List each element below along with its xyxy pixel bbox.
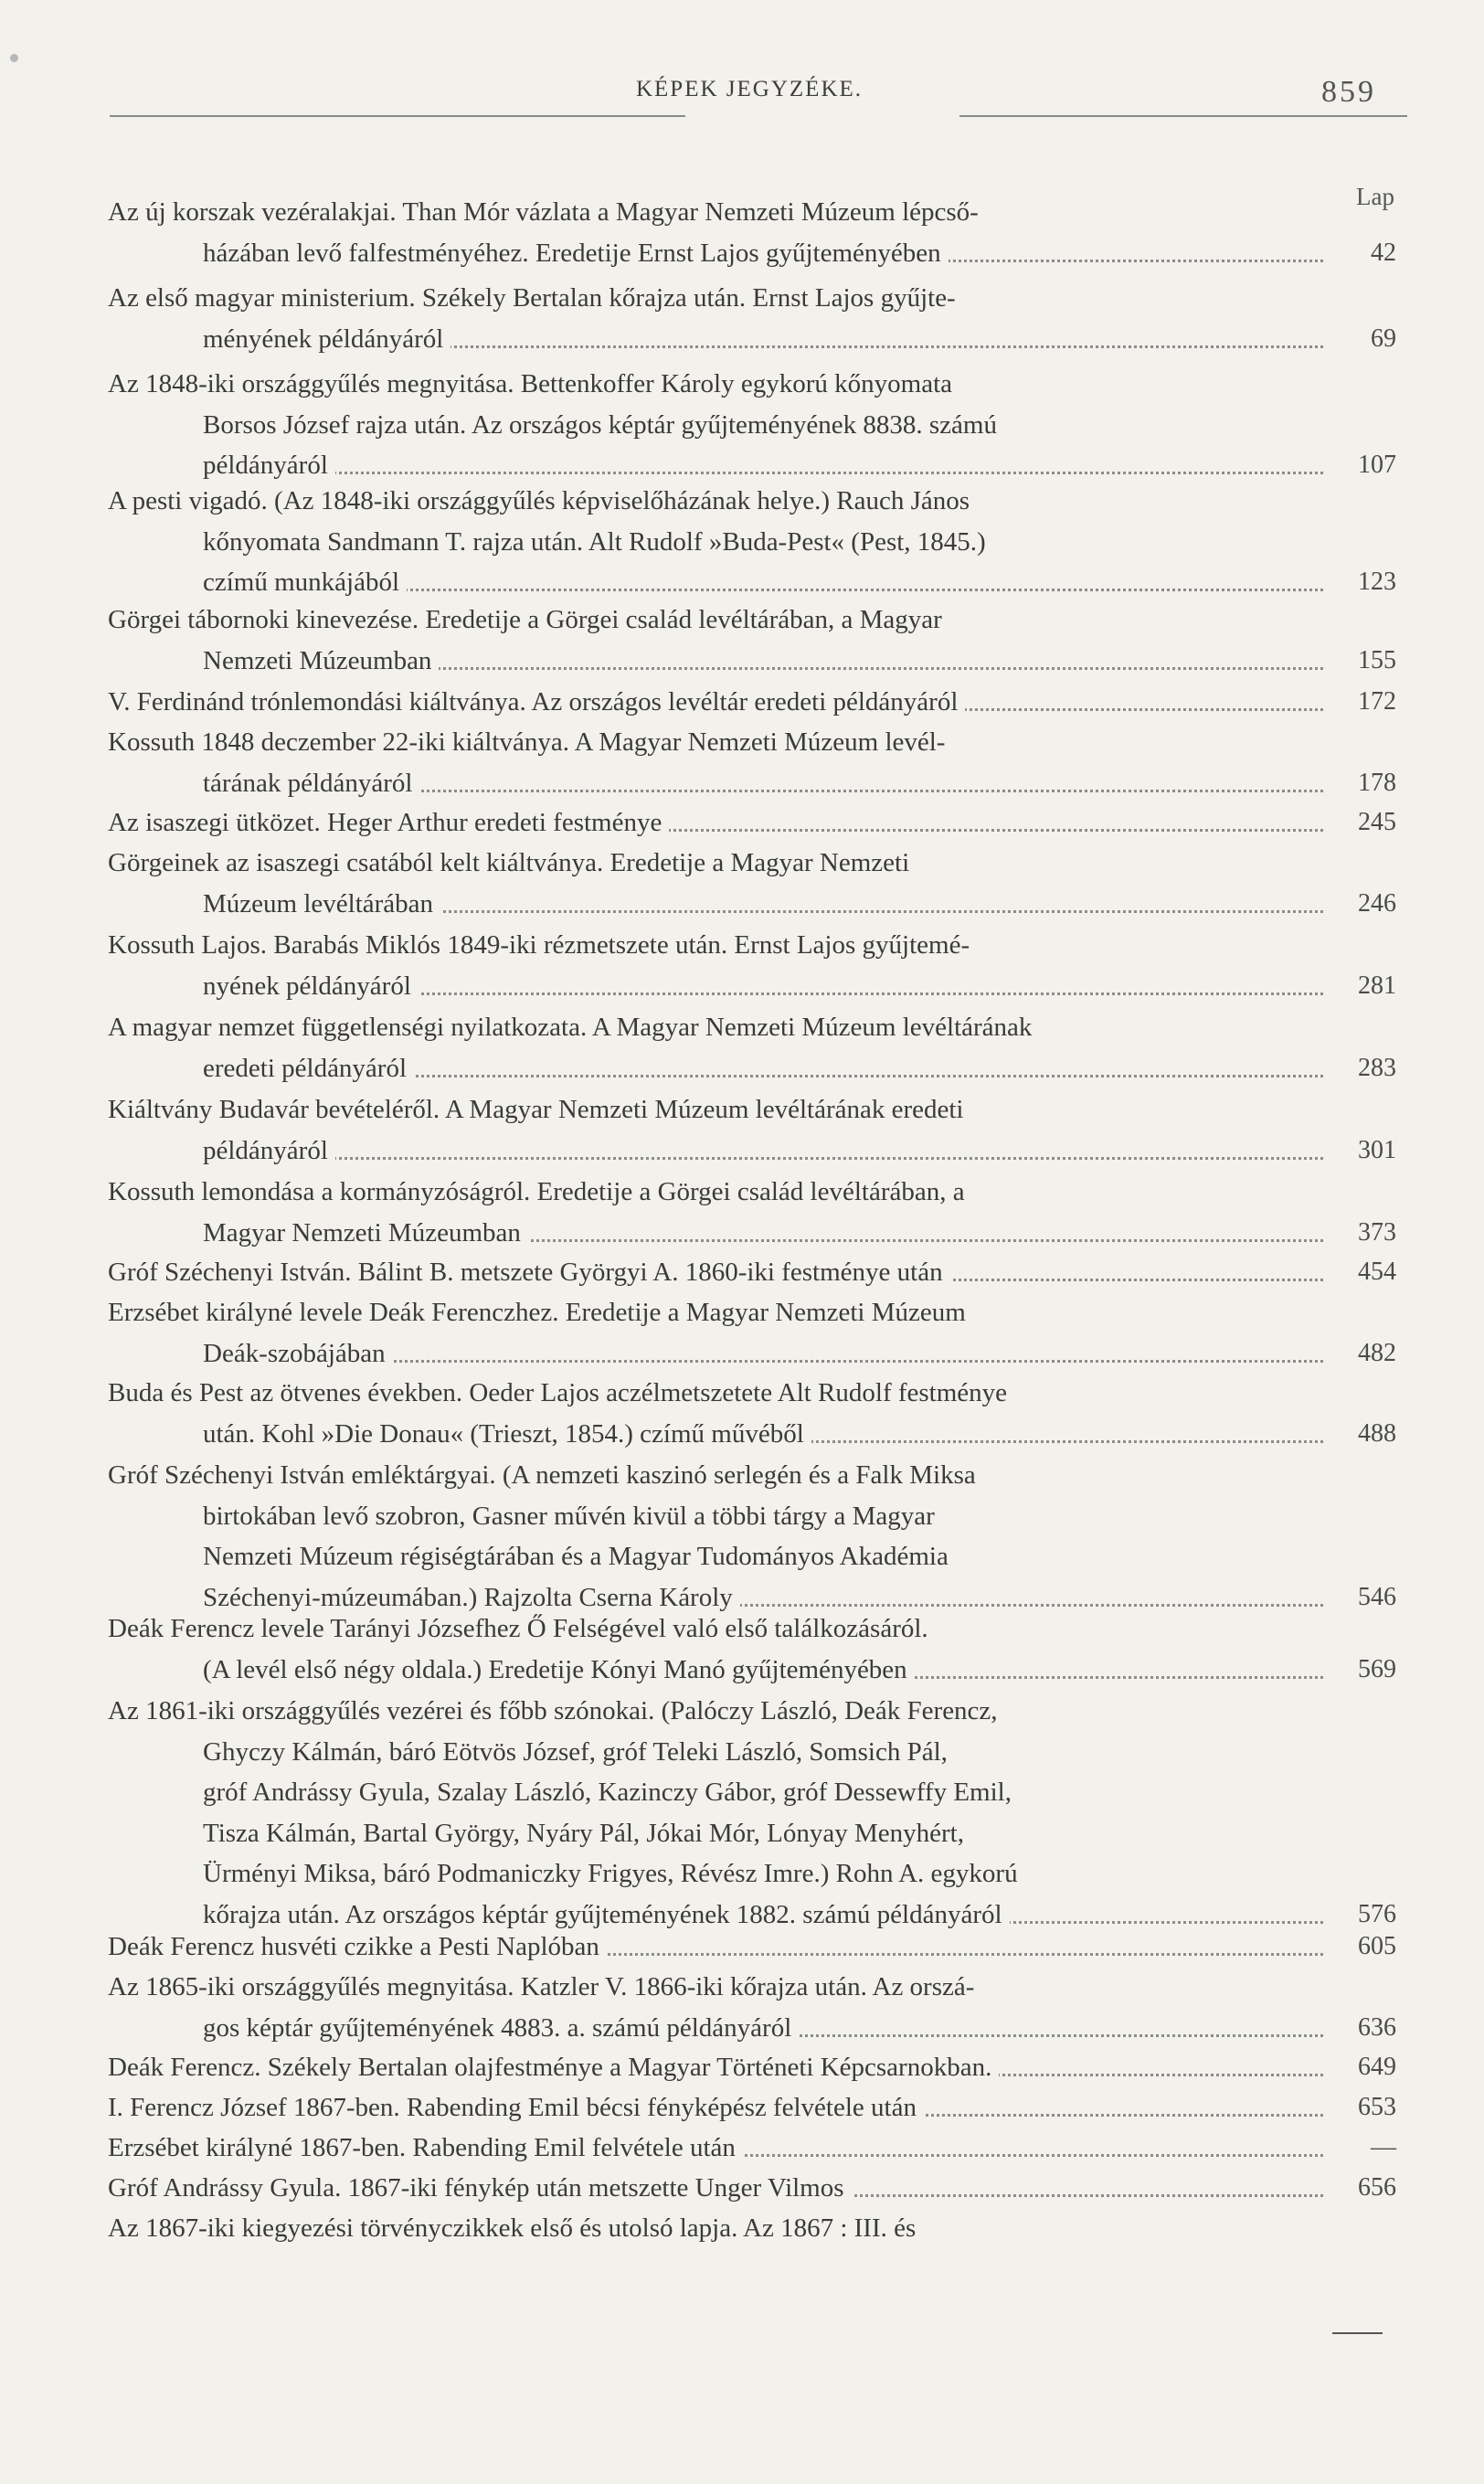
entry-line (108, 1294, 1323, 1331)
entry-text: gos képtár gyűjteményének 4883. a. számú példányáról (203, 2013, 799, 2043)
entry-text: Buda és Pest az ötvenes években. Oeder Lajos aczélmetszetete Alt Rudolf festménye (108, 1378, 1008, 1407)
entry-text: Gróf Széchenyi István. Bálint B. metszete Györgyi A. 1860-iki festménye után (108, 1258, 950, 1287)
entry-line (108, 2049, 1323, 2086)
entry-text: ményének példányáról (203, 324, 450, 354)
entry-line (203, 321, 1323, 357)
entry-text: nyének példányáról (203, 971, 419, 1001)
entry-line (108, 1173, 1323, 1210)
entry-text: kőrajza után. Az országos képtár gyűjteményének 1882. számú példányáról (203, 1900, 1010, 1929)
entry-line (203, 765, 1323, 801)
entry-line (203, 1651, 1323, 1688)
entry-text: A pesti vigadó. (Az 1848-iki országgyűlés képviselőházának helye.) Rauch János (108, 486, 970, 515)
entry-line (203, 1815, 1323, 1852)
entry-text: Az új korszak vezéralakjai. Than Mór vázlata a Magyar Nemzeti Múzeum lépcső- (108, 197, 979, 227)
entry-text: után. Kohl »Die Donau« (Trieszt, 1854.) czímű művéből (203, 1419, 811, 1449)
entry-page-number: 569 (1358, 1655, 1396, 1683)
entry-text: Görgei tábornoki kinevezése. Eredetije a Görgei család levéltárában, a Magyar (108, 605, 942, 634)
entry-line (108, 724, 1323, 760)
entry-line (108, 1610, 1323, 1647)
entry-page-number: 155 (1358, 646, 1396, 674)
entry-line (203, 1132, 1323, 1169)
entry-line (203, 564, 1323, 600)
entry-page-number: 649 (1358, 2053, 1396, 2081)
entry-text: Deák-szobájában (203, 1339, 393, 1368)
entry-line (203, 1498, 1323, 1534)
entry-line (108, 2089, 1323, 2126)
entry-line (108, 280, 1323, 316)
page-column-heading: Lap (1356, 183, 1394, 210)
entry-page-number: 653 (1358, 2093, 1396, 2121)
entry-line (108, 1254, 1323, 1290)
entry-page-number: 107 (1358, 451, 1396, 479)
entry-text: Erzsébet királyné levele Deák Ferenczhez. Eredetije a Magyar Nemzeti Múzeum (108, 1298, 966, 1327)
entry-line (203, 1416, 1323, 1452)
entry-page-number: 69 (1371, 324, 1396, 353)
entry-line (203, 1050, 1323, 1087)
entry-line (108, 483, 1323, 519)
entry-line (203, 447, 1323, 483)
page-number: 859 (1321, 75, 1376, 109)
entry-line (203, 886, 1323, 922)
entry-line (108, 1928, 1323, 1965)
entry-line (203, 2010, 1323, 2046)
entry-page-number: 576 (1358, 1900, 1396, 1928)
entry-page-number: 281 (1358, 971, 1396, 1000)
entry-line (203, 1538, 1323, 1575)
entry-text: kőnyomata Sandmann T. rajza után. Alt Rudolf »Buda-Pest« (Pest, 1845.) (203, 527, 986, 557)
entry-text: példányáról (203, 1136, 335, 1165)
entry-page-number: 605 (1358, 1932, 1396, 1960)
entry-page-number: 373 (1358, 1218, 1396, 1247)
entry-text: Borsos József rajza után. Az országos képtár gyűjteményének 8838. számú (203, 410, 997, 440)
entry-line (108, 1969, 1323, 2005)
entry-text: házában levő falfestményéhez. Eredetije Ernst Lajos gyűjteményében (203, 239, 949, 268)
entry-page-number: 488 (1358, 1419, 1396, 1448)
entry-line (108, 1009, 1323, 1046)
entry-page-number: 123 (1358, 568, 1396, 596)
entry-text: eredeti példányáról (203, 1054, 414, 1083)
entry-text: Gróf Széchenyi István emléktárgyai. (A nemzeti kaszinó serlegén és a Falk Miksa (108, 1460, 976, 1490)
entry-line (108, 1693, 1323, 1729)
entry-page-number: 172 (1358, 687, 1396, 716)
entry-text: I. Ferencz József 1867-ben. Rabending Emil bécsi fényképész felvétele után (108, 2093, 924, 2122)
entry-text: Ürményi Miksa, báró Podmaniczky Frigyes, Révész Imre.) Rohn A. egykorú (203, 1859, 1018, 1888)
entry-text: Gróf Andrássy Gyula. 1867-iki fénykép után metszette Unger Vilmos (108, 2173, 852, 2203)
entry-text: Tisza Kálmán, Bartal György, Nyáry Pál, Jókai Mór, Lónyay Menyhért, (203, 1819, 964, 1848)
entry-text: Görgeinek az isaszegi csatából kelt kiáltványa. Eredetije a Magyar Nemzeti (108, 848, 910, 877)
entry-page-number: — (1371, 2133, 1396, 2161)
entry-text: Deák Ferencz levele Tarányi Józsefhez Ő Felségével való első találkozásáról. (108, 1614, 928, 1643)
entry-page-number: 245 (1358, 808, 1396, 836)
entry-line (203, 524, 1323, 560)
entry-text: Kossuth 1848 deczember 22-iki kiáltványa. A Magyar Nemzeti Múzeum levél- (108, 727, 946, 757)
entry-text: gróf Andrássy Gyula, Szalay László, Kazinczy Gábor, gróf Dessewffy Emil, (203, 1778, 1012, 1807)
entry-line (108, 601, 1323, 638)
entry-line (203, 1774, 1323, 1810)
entry-page-number: 301 (1358, 1136, 1396, 1164)
entry-text: Az 1865-iki országgyűlés megnyitása. Katzler V. 1866-iki kőrajza után. Az orszá- (108, 1972, 975, 2001)
entry-text: Nemzeti Múzeumban (203, 646, 439, 675)
entry-line (203, 1335, 1323, 1372)
entry-line (108, 194, 1323, 230)
entry-text: Nemzeti Múzeum régiségtárában és a Magyar Tudományos Akadémia (203, 1542, 949, 1571)
entry-text: Az első magyar ministerium. Székely Bertalan kőrajza után. Ernst Lajos gyűjte- (108, 283, 956, 313)
entry-text: Kiáltvány Budavár bevételéről. A Magyar Nemzeti Múzeum levéltárának eredeti (108, 1095, 964, 1124)
line-end-mark (1332, 2332, 1383, 2334)
entry-text: Az isaszegi ütközet. Heger Arthur eredeti festménye (108, 808, 669, 837)
entry-page-number: 546 (1358, 1583, 1396, 1611)
entry-text: Kossuth Lajos. Barabás Miklós 1849-iki rézmetszete után. Ernst Lajos gyűjtemé- (108, 930, 970, 960)
entry-line (203, 1215, 1323, 1251)
entry-text: Múzeum levéltárában (203, 889, 440, 918)
entry-page-number: 656 (1358, 2173, 1396, 2202)
entry-line (108, 2210, 1323, 2246)
entry-line (108, 1091, 1323, 1128)
entry-text: Deák Ferencz. Székely Bertalan olajfestménye a Magyar Történeti Képcsarnokban. (108, 2053, 999, 2082)
running-title: KÉPEK JEGYZÉKE. (635, 77, 864, 101)
entry-page-number: 636 (1358, 2013, 1396, 2042)
entry-text: birtokában levő szobron, Gasner művén kivül a többi tárgy a Magyar (203, 1502, 935, 1531)
entry-text: Ghyczy Kálmán, báró Eötvös József, gróf Teleki László, Somsich Pál, (203, 1737, 948, 1767)
entry-text: Az 1848-iki országgyűlés megnyitása. Bettenkoffer Károly egykorú kőnyomata (108, 369, 952, 398)
entry-line (203, 1855, 1323, 1892)
entry-line (203, 1896, 1323, 1933)
entry-text: A magyar nemzet függetlenségi nyilatkozata. A Magyar Nemzeti Múzeum levéltárának (108, 1013, 1033, 1042)
entry-line (203, 1734, 1323, 1770)
entry-line (108, 804, 1323, 841)
entry-line (108, 844, 1323, 881)
entry-text: tárának példányáról (203, 769, 419, 798)
entry-page-number: 454 (1358, 1258, 1396, 1286)
entry-line (108, 2170, 1323, 2206)
entry-line (108, 1457, 1323, 1493)
entry-line (108, 1375, 1323, 1411)
entry-text: Széchenyi-múzeumában.) Rajzolta Cserna Károly (203, 1583, 740, 1612)
entry-page-number: 178 (1358, 769, 1396, 797)
entry-text: Kossuth lemondása a kormányzóságról. Eredetije a Görgei család levéltárában, a (108, 1177, 965, 1206)
entry-line (203, 968, 1323, 1004)
entry-text: Az 1867-iki kiegyezési törvényczikkek első és utolsó lapja. Az 1867 : III. és (108, 2213, 917, 2243)
entry-line (203, 235, 1323, 271)
entry-line (108, 927, 1323, 963)
entry-page-number: 482 (1358, 1339, 1396, 1367)
entry-page-number: 246 (1358, 889, 1396, 918)
entry-text: Az 1861-iki országgyűlés vezérei és főbb szónokai. (Palóczy László, Deák Ferencz, (108, 1696, 998, 1725)
entry-line (108, 2129, 1323, 2166)
entry-page-number: 42 (1371, 239, 1396, 267)
entry-text: Erzsébet királyné 1867-ben. Rabending Emil felvétele után (108, 2133, 743, 2162)
entry-line (203, 407, 1323, 443)
entry-line (108, 366, 1323, 402)
entry-text: (A levél első négy oldala.) Eredetije Kónyi Manó gyűjteményében (203, 1655, 915, 1684)
entry-text: Magyar Nemzeti Múzeumban (203, 1218, 528, 1247)
entry-page-number: 283 (1358, 1054, 1396, 1082)
entry-text: czímű munkájából (203, 568, 407, 597)
entry-text: V. Ferdinánd trónlemondási kiáltványa. Az országos levéltár eredeti példányáról (108, 687, 965, 717)
entry-text: példányáról (203, 451, 335, 480)
entry-text: Deák Ferencz husvéti czikke a Pesti Naplóban (108, 1932, 607, 1961)
entry-line (108, 684, 1323, 720)
entry-line (203, 642, 1323, 679)
